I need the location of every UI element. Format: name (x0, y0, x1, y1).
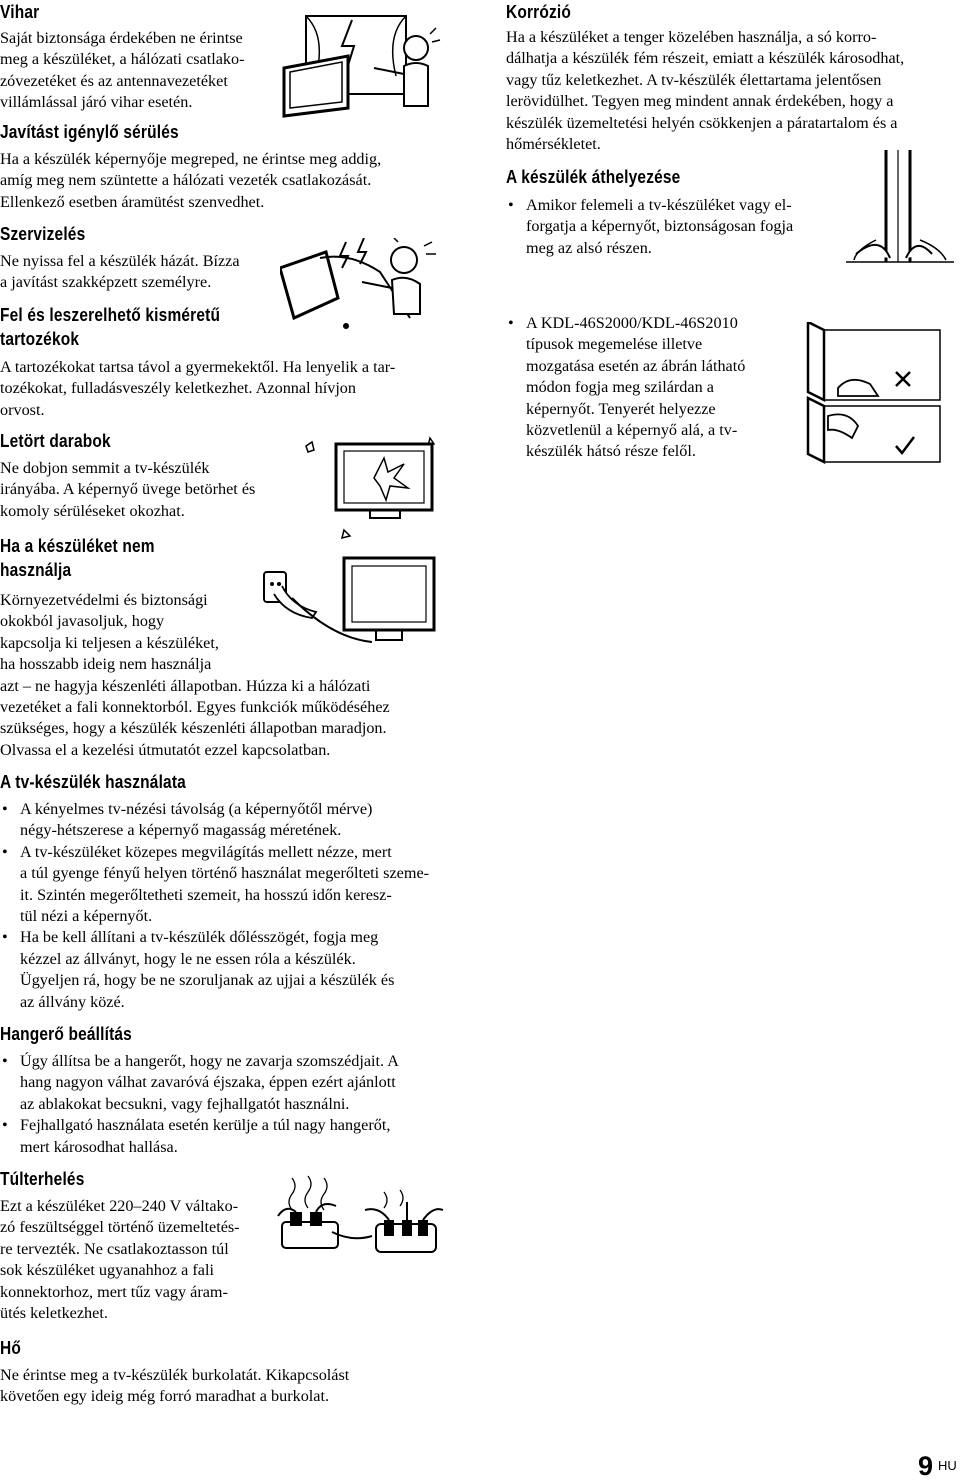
heading-hangero: Hangerő beállítás (0, 1024, 132, 1044)
section-athelyezes (506, 165, 836, 259)
list-item: • A KDL-46S2000/KDL-46S2010 típusok megemelése illetve mozgatása esetén az ábrán látható módon fogja meg szilárdan a képernyőt. Tenyerét helyezze közvetlenül a képernyő alá, a tv- készülék hátsó része felől. (506, 313, 786, 463)
storm-illustration (282, 8, 442, 118)
list-hangero (0, 1051, 450, 1158)
list-item: • A tv-készüléket közepes megvilágítás mellett nézze, mert a túl gyenge fényű helyen történő használat megerőlteti szeme- it. Szintén megerőltetheti szemeit, ha hosszú időn keresz- tül nézi a képernyőt. (0, 842, 450, 928)
heading-letort: Letört darabok (0, 431, 111, 451)
list-athelyezes-1 (506, 195, 836, 259)
section-hangero (0, 1022, 450, 1158)
paragraph-tartozekok: A tartozékokat tartsa távol a gyermekektől. Ha lenyelik a tar- tozékokat, fulladásveszély keletkezhet. Azonnal hívjon orvost. (0, 358, 396, 419)
page-number: 9 (918, 1451, 934, 1481)
page-language: HU (938, 1458, 957, 1473)
heading-tulterheles: Túlterhelés (0, 1169, 85, 1189)
heading-serules: Javítást igénylő sérülés (0, 122, 179, 142)
list-item: • A kényelmes tv-nézési távolság (a képernyőtől mérve) négy-hétszerese a képernyő magasság méretének. (0, 799, 450, 842)
section-letort (0, 429, 300, 522)
lift-illustration (846, 150, 954, 280)
list-hasznalat (0, 799, 450, 1013)
paragraph-korrozio: Ha a készüléket a tenger közelében használja, a só korro- dálhatja a készülék fém részeit, emiatt a készülék károsodhat, vagy tűz keletkezhet. A tv-készülék élettartama jelentősen lerövidülhet. Tegyen meg mindent annak érdekében, hogy a készülék üzemeltetési helyén csökkenjen a páratartalom és a hőmérsékletet. (506, 28, 905, 154)
heading-korrozio: Korrózió (506, 2, 572, 22)
paragraph-serules: Ha a készülék képernyője megreped, ne érintse meg addig, amíg meg nem szüntette a hálózati vezeték csatlakozását. Ellenkező esetben áramütést szenvedhet. (0, 150, 382, 211)
paragraph-nem-hasznalja: Környezetvédelmi és biztonsági okokból javasoljuk, hogy kapcsolja ki teljesen a készüléket, ha hosszabb ideig nem használja azt – ne hagyja készenléti állapotban. Húzza ki a hálózati vezetéket a fali konnektorból. Egyes funkciók működéséhez szükséges, hogy a készülék készenléti állapotban maradjon. Olvassa el a kezelési útmutatót ezzel kapcsolatban. (0, 591, 390, 759)
heading-ho: Hő (0, 1338, 21, 1358)
list-item: • Amikor felemeli a tv-készüléket vagy el- forgatja a képernyőt, biztonságosan fogja meg az alsó részen. (506, 195, 836, 259)
heading-athelyezes: A készülék áthelyezése (506, 167, 681, 187)
section-vihar (0, 0, 300, 114)
paragraph-szervizeles: Ne nyissa fel a készülék házát. Bízza a javítást szakképzett személyre. (0, 252, 240, 292)
paragraph-tulterheles: Ezt a készüléket 220–240 V váltako- zó feszültséggel történő üzemeltetés- re tervezték. Ne csatlakoztasson túl sok készüléket ugyanahhoz a fali konnektorhoz, mert tűz vagy áram- ütés keletkezhet. (0, 1197, 240, 1323)
section-hasznalat (0, 770, 450, 1013)
section-athelyezes-kdl (506, 313, 786, 463)
heading-tartozekok: Fel és leszerelhető kisméretű tartozékok (0, 305, 221, 349)
unplug-illustration (252, 546, 442, 666)
list-item: • Ha be kell állítani a tv-készülék dőlésszögét, fogja meg kézzel az állványt, hogy le ne essen róla a készülék. Ügyeljen rá, hogy be ne szoruljanak az ujjai a készülék és az állvány közé. (0, 927, 450, 1013)
section-korrozio (506, 0, 946, 155)
paragraph-letort: Ne dobjon semmit a tv-készülék irányába. A képernyő üvege betörhet és komoly sérüléseket okozhat. (0, 459, 256, 520)
heading-vihar: Vihar (0, 2, 40, 22)
list-item: • Fejhallgató használata esetén kerülje a túl nagy hangerőt, mert károsodhat hallása. (0, 1115, 450, 1158)
paragraph-vihar: Saját biztonsága érdekében ne érintse meg a készüléket, a hálózati csatlako- zóvezetéket és az antennavezetéket villámlással járó vihar esetén. (0, 29, 245, 112)
section-szervizeles (0, 222, 280, 294)
list-athelyezes-2 (506, 313, 786, 463)
overload-illustration (272, 1172, 448, 1278)
repair-illustration (280, 238, 440, 338)
list-item: • Úgy állítsa be a hangerőt, hogy ne zavarja szomszédjait. A hang nagyon válhat zavaróvá éjszaka, éppen ezért ajánlott az ablakokat becsukni, vagy fejhallgatót használni. (0, 1051, 450, 1115)
section-serules (0, 120, 450, 213)
heading-hasznalat: A tv-készülék használata (0, 772, 186, 792)
paragraph-ho: Ne érintse meg a tv-készülék burkolatát. Kikapcsolást követően egy ideig még forró maradhat a burkolat. (0, 1366, 350, 1406)
broken-screen-illustration (304, 432, 444, 542)
heading-szervizeles: Szervizelés (0, 224, 86, 244)
heading-nem-hasznalja: Ha a készüléket nem használja (0, 536, 155, 580)
lift-correct-icon (802, 396, 948, 464)
section-tulterheles (0, 1167, 280, 1324)
section-ho (0, 1336, 450, 1408)
